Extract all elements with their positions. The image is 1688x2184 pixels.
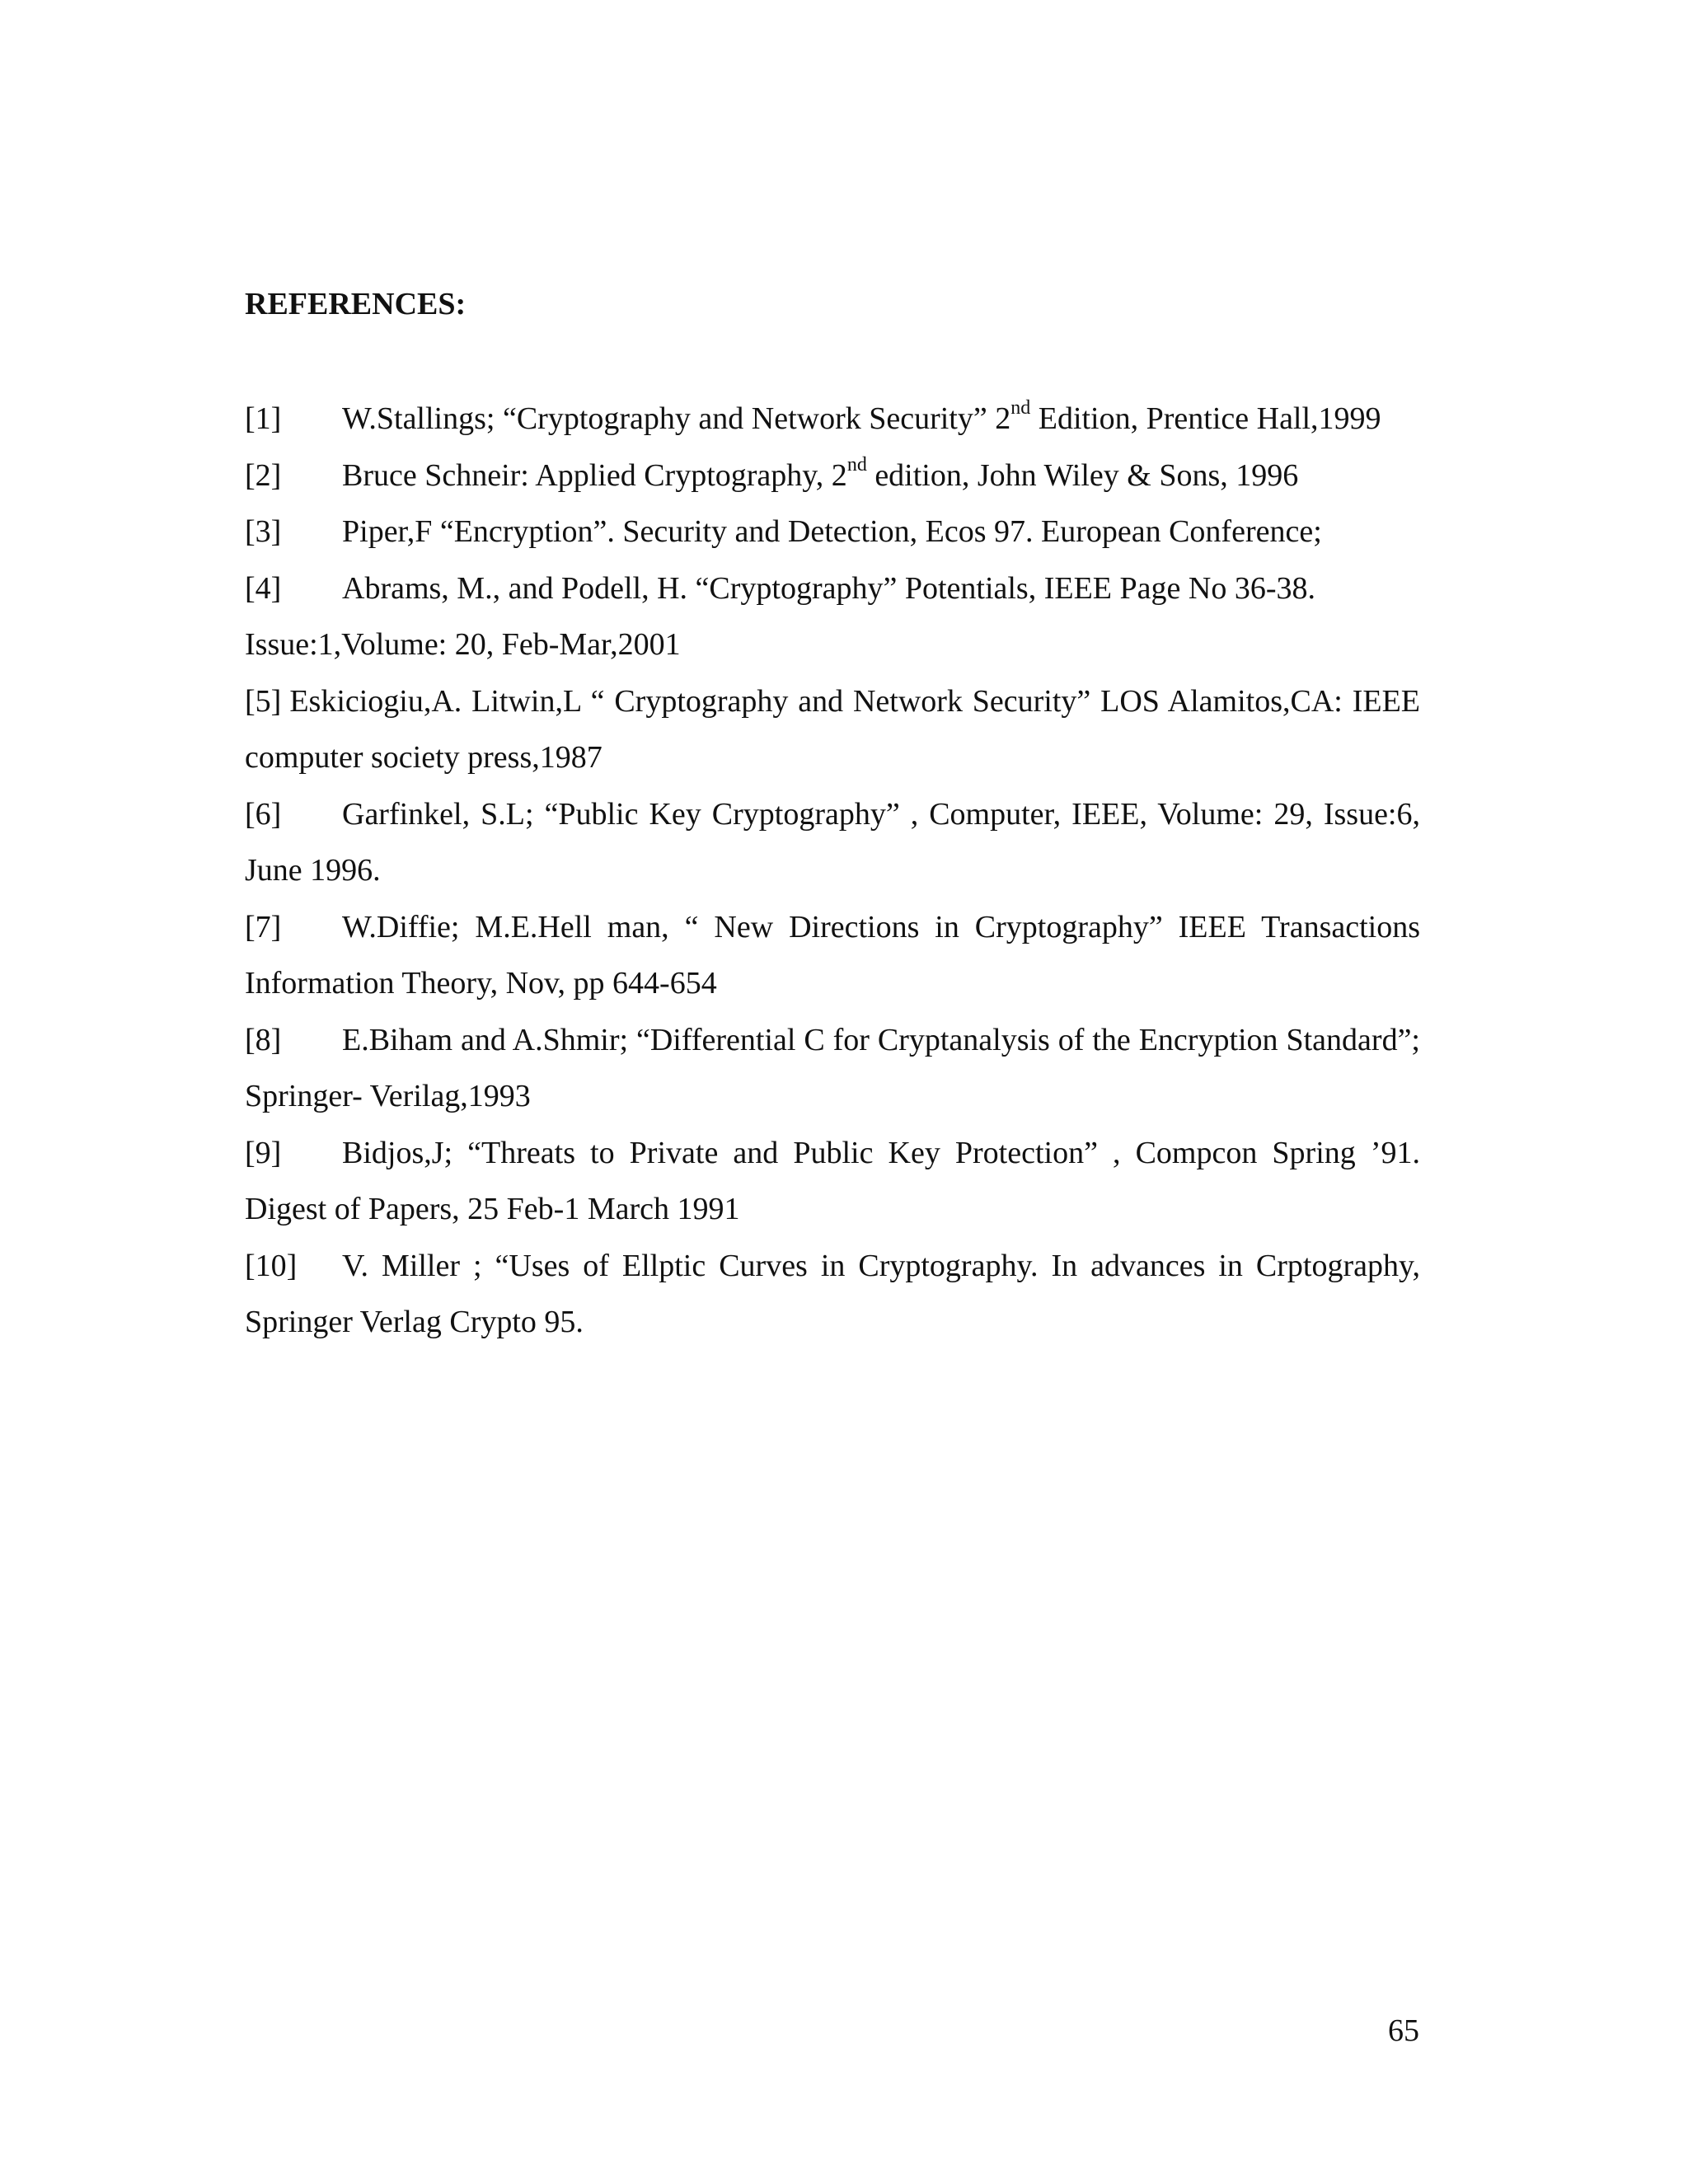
reference-text: V. Miller ; “Uses of Ellptic Curves in Cryptography. In advances in Crptography, Springer Verlag Crypto 95. bbox=[245, 1248, 1420, 1339]
reference-item-7 bbox=[245, 899, 1420, 1012]
page-number: 65 bbox=[1388, 2013, 1419, 2048]
reference-text: W.Stallings; “Cryptography and Network Security” 2 bbox=[342, 401, 1011, 436]
reference-text: Piper,F “Encryption”. Security and Detection, Ecos 97. European Conference; bbox=[342, 514, 1322, 549]
reference-text: Bidjos,J; “Threats to Private and Public Key Protection” , Compcon Spring ’91. Digest of Papers, 25 Feb-1 March 1991 bbox=[245, 1135, 1420, 1226]
reference-text: Edition, Prentice Hall,1999 bbox=[1030, 401, 1381, 436]
reference-item-4 bbox=[245, 560, 1420, 673]
reference-number: [7] bbox=[245, 909, 282, 944]
reference-item-5 bbox=[245, 673, 1420, 786]
reference-item-8 bbox=[245, 1012, 1420, 1125]
reference-number: [1] bbox=[245, 401, 282, 436]
reference-text: Abrams, M., and Podell, H. “Cryptography” Potentials, IEEE Page No 36-38. bbox=[342, 570, 1315, 606]
reference-number: [6] bbox=[245, 796, 282, 832]
reference-text: E.Biham and A.Shmir; “Differential C for Cryptanalysis of the Encryption Standard”; Springer- Verilag,1993 bbox=[245, 1022, 1420, 1113]
reference-item-10 bbox=[245, 1238, 1420, 1351]
ordinal-superscript: nd bbox=[1010, 397, 1031, 419]
reference-text: edition, John Wiley & Sons, 1996 bbox=[866, 457, 1299, 493]
reference-item-3 bbox=[245, 504, 1420, 560]
reference-number: [5] bbox=[245, 683, 282, 719]
reference-number: [4] bbox=[245, 570, 282, 606]
reference-list bbox=[245, 391, 1420, 1351]
reference-text: W.Diffie; M.E.Hell man, “ New Directions in Cryptography” IEEE Transactions Information Theory, Nov, pp 644-654 bbox=[245, 909, 1420, 1001]
reference-item-9 bbox=[245, 1125, 1420, 1238]
reference-text: Eskiciogiu,A. Litwin,L “ Cryptography and Network Security” LOS Alamitos,CA: IEEE computer society press,1987 bbox=[245, 683, 1420, 775]
reference-number: [2] bbox=[245, 457, 282, 493]
reference-item-6 bbox=[245, 786, 1420, 899]
ordinal-superscript: nd bbox=[846, 453, 867, 476]
reference-text: Bruce Schneir: Applied Cryptography, 2 bbox=[342, 457, 847, 493]
reference-number: [9] bbox=[245, 1135, 282, 1170]
reference-item-2 bbox=[245, 448, 1420, 504]
reference-text-continued: Issue:1,Volume: 20, Feb-Mar,2001 bbox=[245, 627, 681, 662]
reference-number: [8] bbox=[245, 1022, 282, 1057]
references-heading: REFERENCES: bbox=[245, 287, 467, 321]
reference-number: [10] bbox=[245, 1248, 298, 1283]
reference-item-1 bbox=[245, 391, 1420, 448]
reference-number: [3] bbox=[245, 514, 282, 549]
reference-text: Garfinkel, S.L; “Public Key Cryptography” , Computer, IEEE, Volume: 29, Issue:6, June 1996. bbox=[245, 796, 1420, 888]
